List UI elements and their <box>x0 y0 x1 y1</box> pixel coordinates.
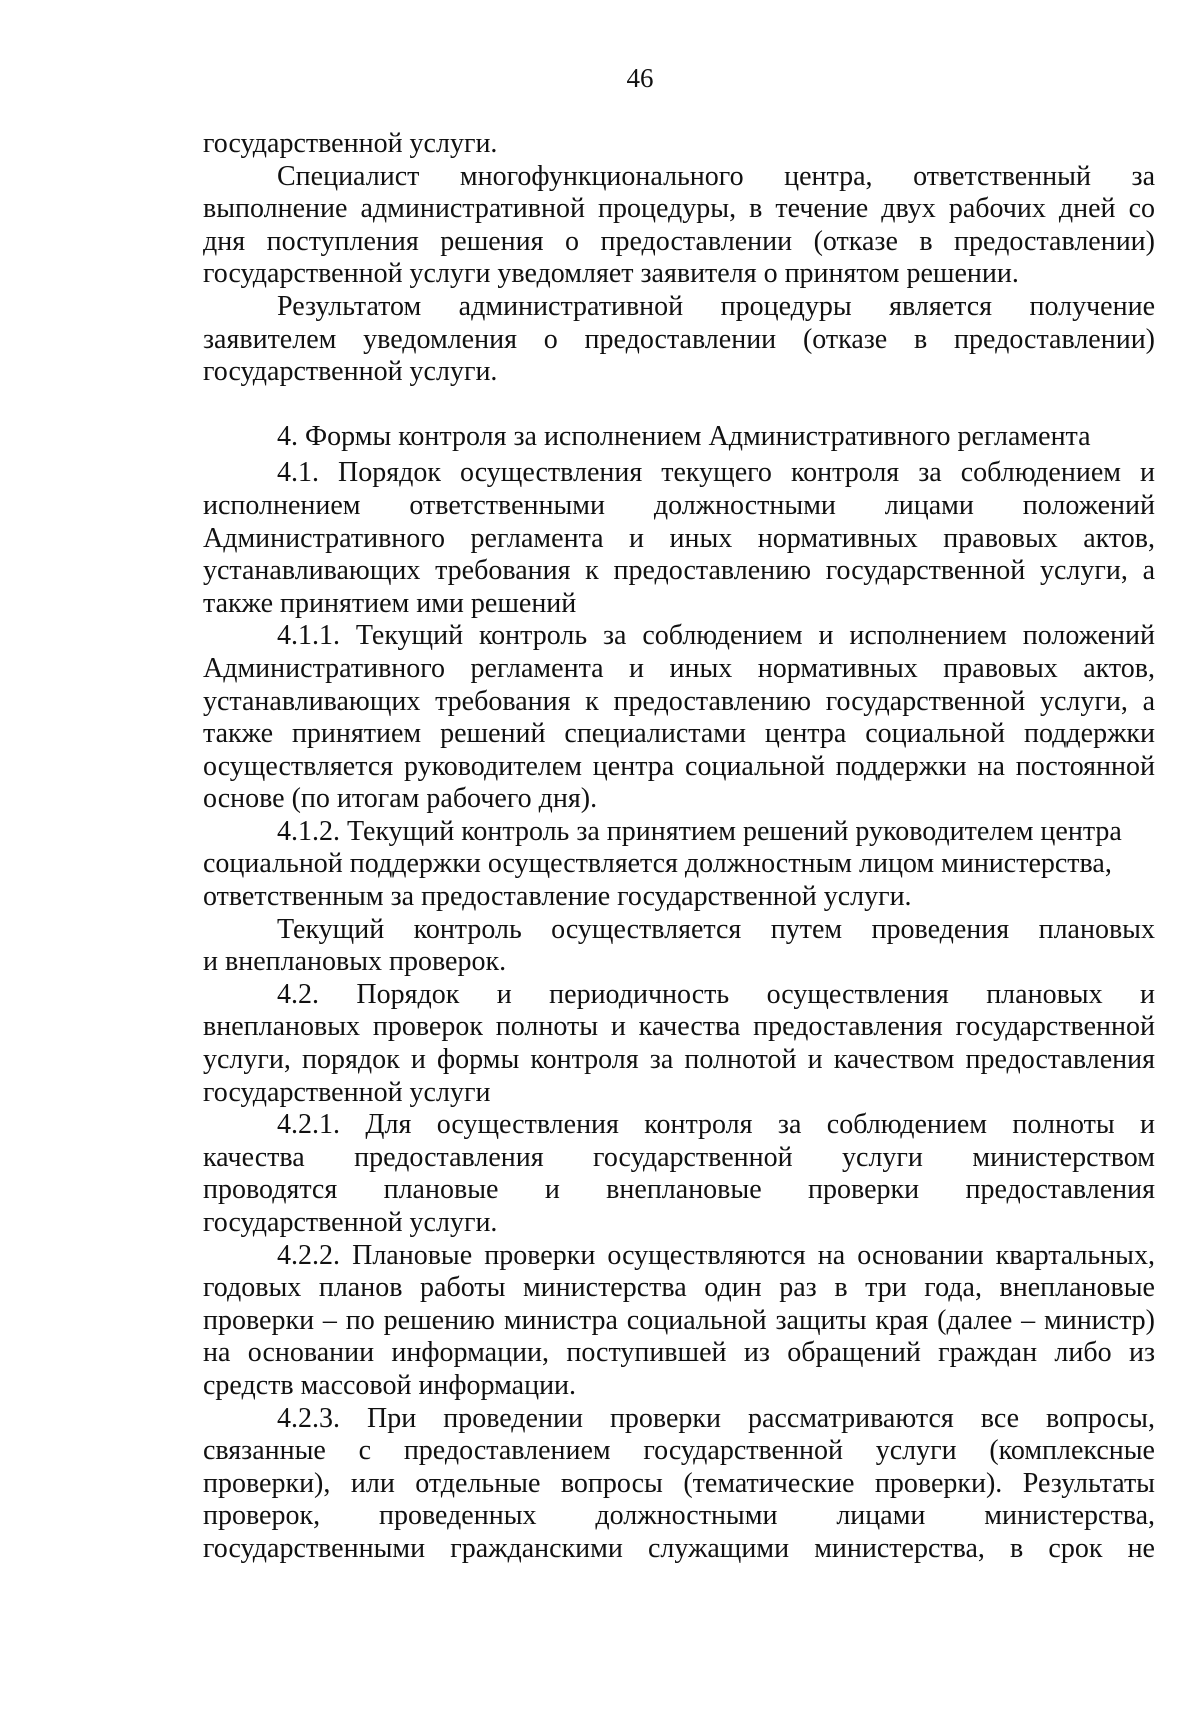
text-line: проверки), или отдельные вопросы (тематические проверки). Результаты <box>203 1467 1155 1499</box>
text-line: осуществляется руководителем центра социальной поддержки на постоянной <box>203 750 1155 782</box>
text-line: государственной услуги. <box>203 1207 498 1238</box>
text-line: годовых планов работы министерства один раз в три года, внеплановые <box>203 1272 1155 1304</box>
text-line: также принятием решений специалистами центра социальной поддержки <box>203 718 1155 750</box>
text-line: качества предоставления государственной услуги министерством <box>203 1141 1155 1173</box>
text-line: ответственным за предоставление государственной услуги. <box>203 881 912 913</box>
text-line: средств массовой информации. <box>203 1369 577 1401</box>
text-line: Административного регламента и иных нормативных правовых актов, <box>203 652 1155 684</box>
text-line: государственной услуги уведомляет заявителя о принятом решении. <box>203 258 1019 290</box>
paragraph-first-line: Результатом административной процедуры является получение <box>277 290 1155 322</box>
paragraph-first-line: Специалист многофункционального центра, ответственный за <box>277 160 1155 192</box>
subsection-heading-line: Административного регламента и иных нормативных правовых актов, <box>203 522 1155 554</box>
text-line: проверок, проведенных должностными лицами министерства, <box>203 1500 1155 1532</box>
subsection-heading-line: устанавливающих требования к предоставлению государственной услуги, а <box>203 555 1155 587</box>
text-line: и внеплановых проверок. <box>203 946 507 978</box>
paragraph-first-line: Текущий контроль осуществляется путем проведения плановых <box>277 913 1155 945</box>
paragraph-first-line: 4.1.1. Текущий контроль за соблюдением и исполнением положений <box>277 620 1155 652</box>
subsection-heading-line: 4.1. Порядок осуществления текущего контроля за соблюдением и <box>277 457 1155 489</box>
text-line: социальной поддержки осуществляется должностным лицом министерства, <box>203 848 1112 880</box>
text-line: выполнение административной процедуры, в течение двух рабочих дней со <box>203 193 1155 225</box>
subsection-heading-line: услуги, порядок и формы контроля за полнотой и качеством предоставления <box>203 1044 1155 1076</box>
paragraph-first-line: 4.2.3. При проведении проверки рассматриваются все вопросы, <box>277 1402 1155 1434</box>
text-line: государственной услуги. <box>203 356 498 388</box>
text-line: связанные с предоставлением государственной услуги (комплексные <box>203 1435 1155 1467</box>
paragraph-first-line: 4.1.2. Текущий контроль за принятием решений руководителем центра <box>277 815 1122 847</box>
subsection-heading-line: внеплановых проверок полноты и качества предоставления государственной <box>203 1011 1155 1043</box>
text-line: государственной услуги. <box>203 128 498 159</box>
document-body <box>203 128 1155 1566</box>
text-line: заявителем уведомления о предоставлении (отказе в предоставлении) <box>203 323 1155 355</box>
subsection-heading-line: исполнением ответственными должностными лицами положений <box>203 489 1155 521</box>
text-line: государственными гражданскими служащими министерства, в срок не <box>203 1532 1155 1564</box>
section-heading: 4. Формы контроля за исполнением Административного регламента <box>277 420 1091 452</box>
text-line: устанавливающих требования к предоставлению государственной услуги, а <box>203 685 1155 717</box>
subsection-heading-line: 4.2. Порядок и периодичность осуществления плановых и <box>277 978 1155 1010</box>
text-line: проводятся плановые и внеплановые проверки предоставления <box>203 1174 1155 1206</box>
paragraph-first-line: 4.2.1. Для осуществления контроля за соблюдением полноты и <box>277 1109 1155 1141</box>
page-number: 46 <box>626 63 654 93</box>
paragraph-first-line: 4.2.2. Плановые проверки осуществляются на основании квартальных, <box>277 1239 1155 1271</box>
text-line: на основании информации, поступившей из обращений граждан либо из <box>203 1337 1155 1369</box>
subsection-heading-line: государственной услуги <box>203 1076 491 1108</box>
text-line: дня поступления решения о предоставлении (отказе в предоставлении) <box>203 225 1155 257</box>
subsection-heading-line: также принятием ими решений <box>203 587 577 619</box>
text-line: проверки – по решению министра социальной защиты края (далее – министр) <box>203 1304 1155 1336</box>
text-line: основе (по итогам рабочего дня). <box>203 783 598 815</box>
